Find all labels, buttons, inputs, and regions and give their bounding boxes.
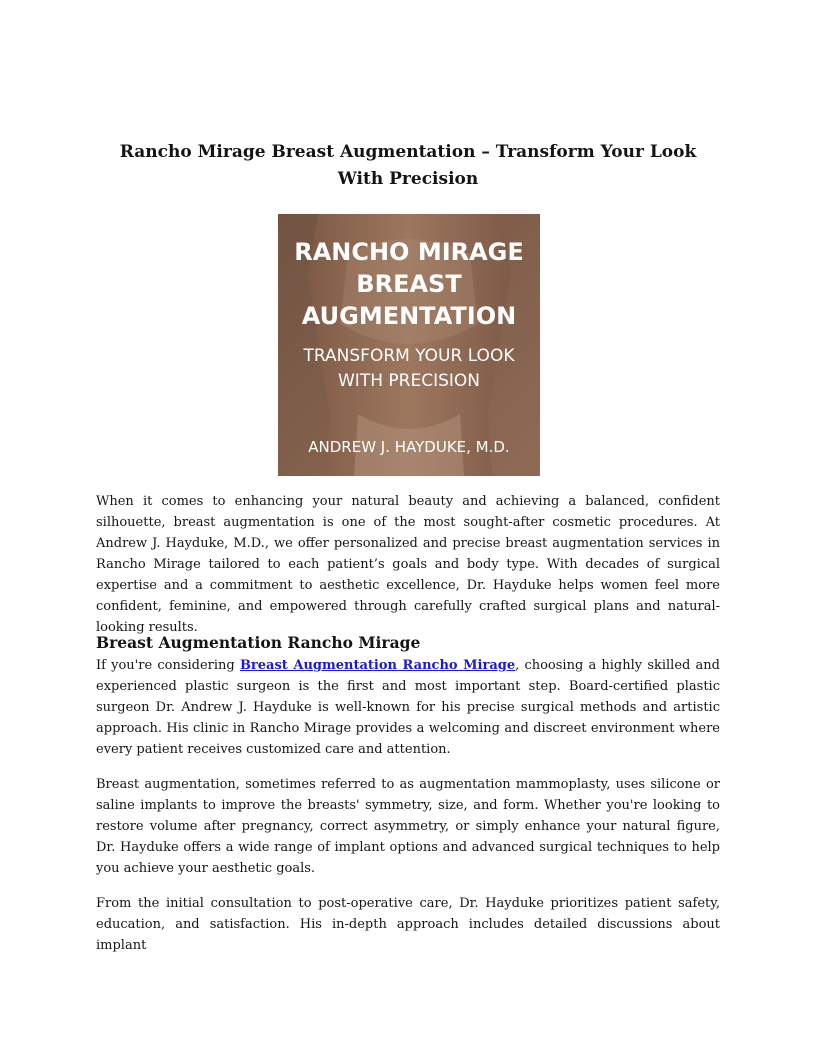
section-paragraph-1 xyxy=(96,655,720,760)
hero-subheading-line-1: TRANSFORM YOUR LOOK xyxy=(303,346,515,366)
section-heading: Breast Augmentation Rancho Mirage xyxy=(96,633,421,652)
section-paragraph-3: From the initial consultation to post-operative care, Dr. Hayduke prioritizes patient safety, education, and satisfaction. His in-depth approach includes detailed discussions about implant xyxy=(96,896,720,953)
hero-heading-line-3: AUGMENTATION xyxy=(301,302,517,330)
paragraph-text-after-link: , choosing a highly skilled and experienced plastic surgeon is the first and most important step. Board-certified plastic surgeon Dr. Andrew J. Hayduke is well-known for his precise surgical methods and artistic approach. His clinic in Rancho Mirage provides a welcoming and discreet environment where every patient receives customized care and attention. xyxy=(96,658,720,757)
hero-text-overlay xyxy=(278,214,540,476)
page-title: Rancho Mirage Breast Augmentation – Transform Your Look With Precision xyxy=(119,142,697,190)
hero-author: ANDREW J. HAYDUKE, M.D. xyxy=(308,438,510,456)
hero-heading-line-1: RANCHO MIRAGE xyxy=(294,238,524,266)
paragraph-text-before-link: If you're considering xyxy=(96,658,240,673)
breast-augmentation-link[interactable]: Breast Augmentation Rancho Mirage xyxy=(239,658,516,673)
section-paragraph-2: Breast augmentation, sometimes referred to as augmentation mammoplasty, uses silicone or saline implants to improve the breasts' symmetry, size, and form. Whether you're looking to restore volume after pregnancy, correct asymmetry, or simply enhance your natural figure, Dr. Hayduke offers a wide range of implant options and advanced surgical techniques to help you achieve your aesthetic goals. xyxy=(96,777,720,876)
intro-paragraph: When it comes to enhancing your natural beauty and achieving a balanced, confident silhouette, breast augmentation is one of the most sought-after cosmetic procedures. At Andrew J. Hayduke, M.D., we offer personalized and precise breast augmentation services in Rancho Mirage tailored to each patient’s goals and body type. With decades of surgical expertise and a commitment to aesthetic excellence, Dr. Hayduke helps women feel more confident, feminine, and empowered through carefully crafted surgical plans and natural-looking results. xyxy=(96,494,720,635)
hero-image xyxy=(278,214,540,476)
hero-heading-line-2: BREAST xyxy=(356,270,462,298)
hero-subheading-line-2: WITH PRECISION xyxy=(338,371,480,391)
